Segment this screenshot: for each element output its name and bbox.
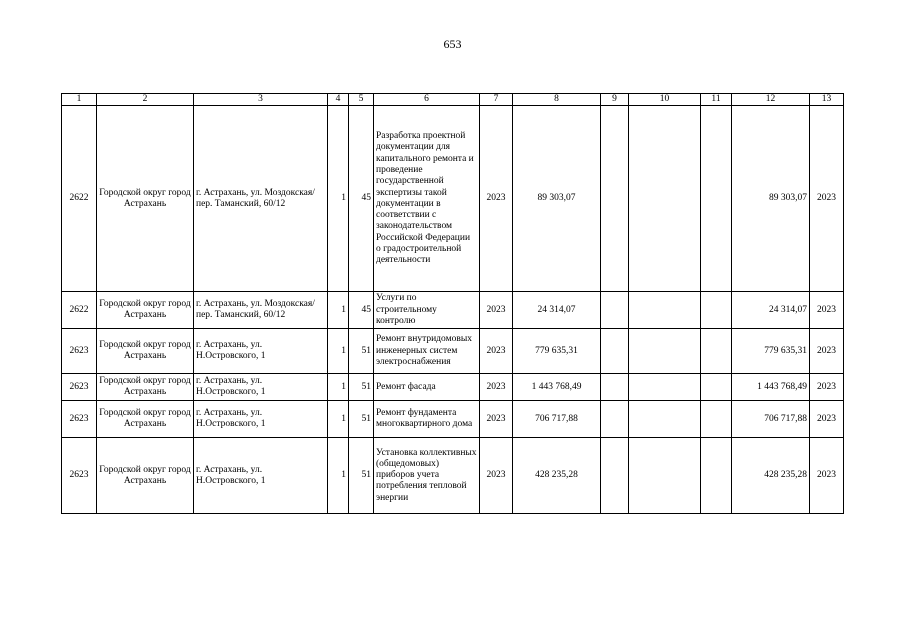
completion-year-cell: 2023: [810, 292, 844, 329]
column-4-cell: 1: [328, 329, 349, 374]
column-number: 11: [701, 94, 732, 106]
column-number: 2: [97, 94, 194, 106]
total-cell: 428 235,28: [732, 438, 810, 514]
column-number: 13: [810, 94, 844, 106]
row-number: 2622: [62, 292, 97, 329]
work-type-cell: Установка коллективных (общедомовых) приборов учета потребления тепловой энергии: [374, 438, 480, 514]
year-cell: 2023: [480, 329, 513, 374]
column-4-cell: 1: [328, 106, 349, 292]
work-type-cell: Услуги по строительному контролю: [374, 292, 480, 329]
completion-year-cell: 2023: [810, 401, 844, 438]
column-number: 12: [732, 94, 810, 106]
page-number: 653: [443, 37, 462, 51]
column-5-cell: 51: [349, 374, 374, 401]
column-10-cell: [629, 401, 701, 438]
row-number: 2623: [62, 374, 97, 401]
year-cell: 2023: [480, 374, 513, 401]
column-number: 3: [194, 94, 328, 106]
column-10-cell: [629, 438, 701, 514]
row-number: 2623: [62, 329, 97, 374]
table-row: [62, 438, 844, 514]
column-9-cell: [601, 374, 629, 401]
address-cell: г. Астрахань, ул. Н.Островского, 1: [194, 401, 328, 438]
cost-cell: 779 635,31: [513, 329, 601, 374]
address-cell: г. Астрахань, ул. Моздокская/ пер. Таманский, 60/12: [194, 106, 328, 292]
work-type-cell: Ремонт внутридомовых инженерных систем электроснабжения: [374, 329, 480, 374]
table-row: [62, 106, 844, 292]
column-9-cell: [601, 292, 629, 329]
column-number: 1: [62, 94, 97, 106]
municipality-cell: Городской округ город Астрахань: [97, 401, 194, 438]
column-number: 4: [328, 94, 349, 106]
year-cell: 2023: [480, 401, 513, 438]
column-11-cell: [701, 401, 732, 438]
municipality-cell: Городской округ город Астрахань: [97, 106, 194, 292]
column-5-cell: 51: [349, 401, 374, 438]
total-cell: 779 635,31: [732, 329, 810, 374]
address-cell: г. Астрахань, ул. Н.Островского, 1: [194, 329, 328, 374]
row-number: 2622: [62, 106, 97, 292]
year-cell: 2023: [480, 106, 513, 292]
table-row: [62, 329, 844, 374]
total-cell: 24 314,07: [732, 292, 810, 329]
completion-year-cell: 2023: [810, 438, 844, 514]
completion-year-cell: 2023: [810, 329, 844, 374]
column-number: 8: [513, 94, 601, 106]
total-cell: 1 443 768,49: [732, 374, 810, 401]
address-cell: г. Астрахань, ул. Н.Островского, 1: [194, 438, 328, 514]
column-number: 10: [629, 94, 701, 106]
work-type-cell: Разработка проектной документации для капитального ремонта и проведение государственной экспертизы такой документации в соответствии с законодательством Российской Федерации о градостроительной деятельности: [374, 106, 480, 292]
column-10-cell: [629, 106, 701, 292]
column-10-cell: [629, 292, 701, 329]
column-11-cell: [701, 292, 732, 329]
column-5-cell: 51: [349, 329, 374, 374]
completion-year-cell: 2023: [810, 106, 844, 292]
column-11-cell: [701, 329, 732, 374]
column-10-cell: [629, 329, 701, 374]
column-11-cell: [701, 374, 732, 401]
column-10-cell: [629, 374, 701, 401]
column-number: 7: [480, 94, 513, 106]
year-cell: 2023: [480, 438, 513, 514]
total-cell: 706 717,88: [732, 401, 810, 438]
cost-cell: 89 303,07: [513, 106, 601, 292]
row-number: 2623: [62, 401, 97, 438]
total-cell: 89 303,07: [732, 106, 810, 292]
table-row: [62, 292, 844, 329]
column-number: 9: [601, 94, 629, 106]
cost-cell: 1 443 768,49: [513, 374, 601, 401]
cost-cell: 24 314,07: [513, 292, 601, 329]
column-5-cell: 51: [349, 438, 374, 514]
column-9-cell: [601, 329, 629, 374]
work-type-cell: Ремонт фасада: [374, 374, 480, 401]
municipality-cell: Городской округ город Астрахань: [97, 292, 194, 329]
column-9-cell: [601, 401, 629, 438]
cost-cell: 706 717,88: [513, 401, 601, 438]
column-4-cell: 1: [328, 292, 349, 329]
municipality-cell: Городской округ город Астрахань: [97, 374, 194, 401]
completion-year-cell: 2023: [810, 374, 844, 401]
table-row: [62, 374, 844, 401]
municipality-cell: Городской округ город Астрахань: [97, 438, 194, 514]
column-9-cell: [601, 106, 629, 292]
column-9-cell: [601, 438, 629, 514]
column-number: 5: [349, 94, 374, 106]
column-5-cell: 45: [349, 106, 374, 292]
column-4-cell: 1: [328, 438, 349, 514]
column-number: 6: [374, 94, 480, 106]
cost-cell: 428 235,28: [513, 438, 601, 514]
column-11-cell: [701, 438, 732, 514]
address-cell: г. Астрахань, ул. Моздокская/ пер. Таманский, 60/12: [194, 292, 328, 329]
column-4-cell: 1: [328, 401, 349, 438]
row-number: 2623: [62, 438, 97, 514]
column-5-cell: 45: [349, 292, 374, 329]
municipality-cell: Городской округ город Астрахань: [97, 329, 194, 374]
capital-repair-table: [61, 93, 844, 514]
column-4-cell: 1: [328, 374, 349, 401]
year-cell: 2023: [480, 292, 513, 329]
column-11-cell: [701, 106, 732, 292]
header-row: [62, 94, 844, 106]
address-cell: г. Астрахань, ул. Н.Островского, 1: [194, 374, 328, 401]
table-row: [62, 401, 844, 438]
work-type-cell: Ремонт фундамента многоквартирного дома: [374, 401, 480, 438]
